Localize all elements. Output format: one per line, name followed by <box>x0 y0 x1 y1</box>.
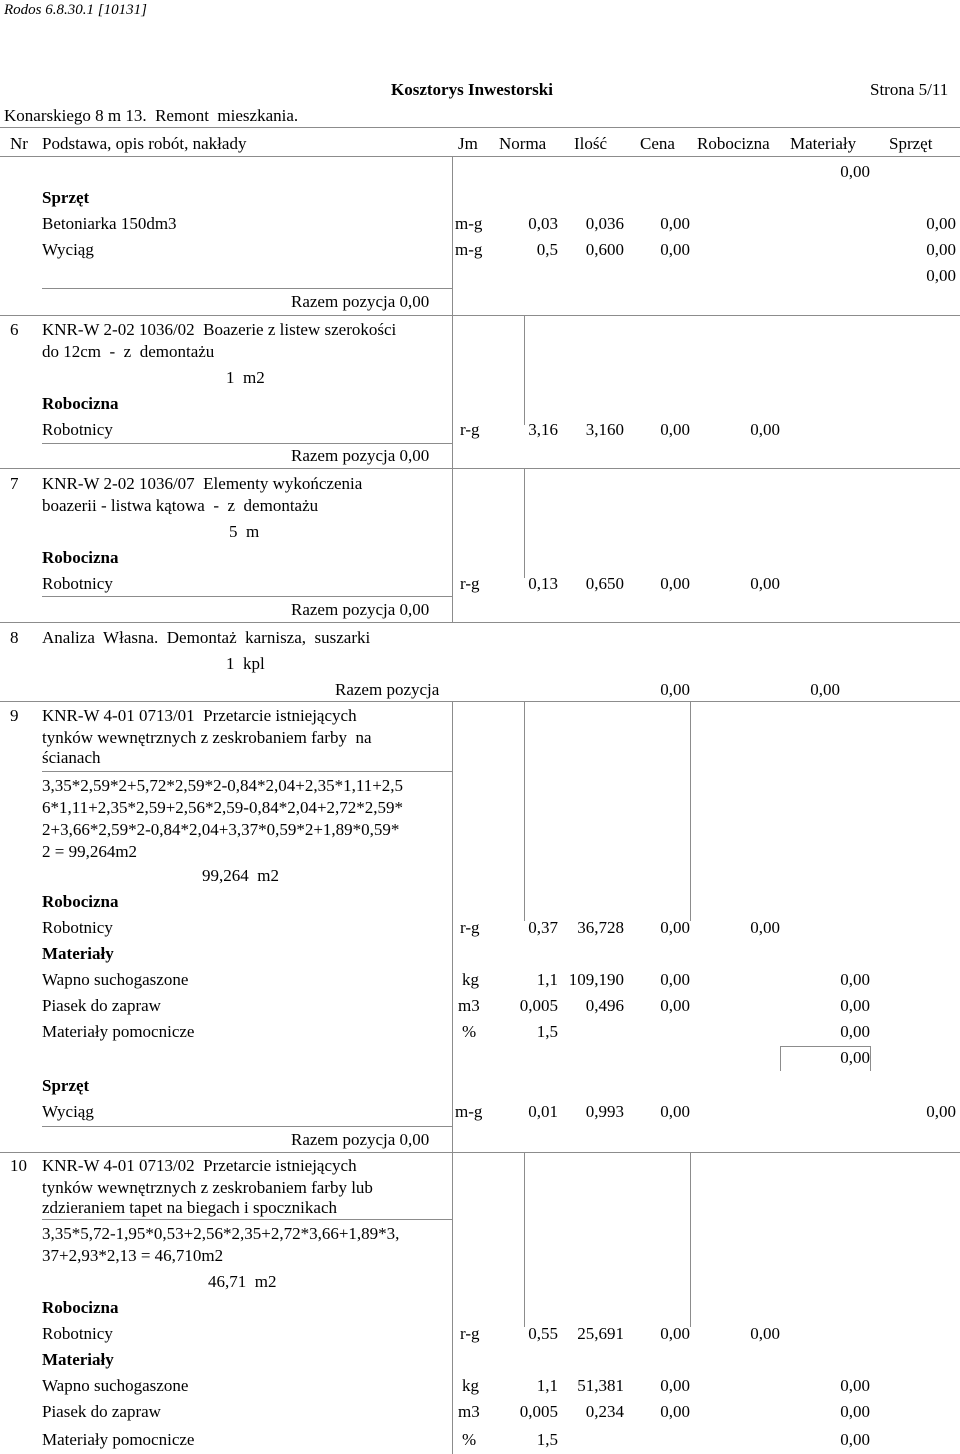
resource-name: Robotnicy <box>42 574 113 593</box>
column-header-robocizna: Robocizna <box>697 134 770 153</box>
quantity-value: 0,600 <box>585 240 624 259</box>
norm-value: 0,37 <box>528 918 558 937</box>
unit-value: r-g <box>460 1324 480 1343</box>
column-header-jm: Jm <box>458 134 478 153</box>
column-header-nr: Nr <box>10 134 28 153</box>
resource-name: Robotnicy <box>42 1324 113 1343</box>
table-rule <box>42 443 452 444</box>
unit-value: m3 <box>458 996 480 1015</box>
resource-name: Wyciąg <box>42 1102 94 1121</box>
column-header-materialy: Materiały <box>790 134 857 153</box>
table-rule <box>0 315 960 316</box>
resource-name: Materiały pomocnicze <box>42 1022 195 1041</box>
table-column-rule <box>870 1046 871 1071</box>
column-header-sprzet: Sprzęt <box>889 134 933 153</box>
price-value: 0,00 <box>660 680 690 699</box>
position-measure: 1 m2 <box>226 368 265 387</box>
quantity-calculation: 6*1,11+2,35*2,59+2,56*2,59-0,84*2,04+2,72*2,59* <box>42 798 404 817</box>
table-rule <box>42 771 452 772</box>
materials-cost-value: 0,00 <box>840 970 870 989</box>
table-rule <box>0 156 960 157</box>
equipment-cost-value: 0,00 <box>926 1102 956 1121</box>
unit-value: r-g <box>460 918 480 937</box>
position-number: 9 <box>10 706 19 725</box>
quantity-calculation: 3,35*5,72-1,95*0,53+2,56*2,35+2,72*3,66+1,89*3, <box>42 1224 400 1243</box>
quantity-calculation: 2+3,66*2,59*2-0,84*2,04+3,37*0,59*2+1,89*0,59* <box>42 820 400 839</box>
norm-value: 0,55 <box>528 1324 558 1343</box>
section-heading: Sprzęt <box>42 1076 90 1095</box>
position-description: tynków wewnętrznych z zeskrobaniem farby lub <box>42 1178 373 1197</box>
position-measure: 46,71 m2 <box>208 1272 277 1291</box>
unit-value: r-g <box>460 574 480 593</box>
materials-cost-value: 0,00 <box>840 1048 870 1067</box>
position-total: Razem pozycja 0,00 <box>291 600 430 619</box>
equipment-cost-value: 0,00 <box>926 240 956 259</box>
column-header-ilosc: Ilość <box>574 134 608 153</box>
unit-value: m-g <box>455 214 483 233</box>
position-total: Razem pozycja 0,00 <box>291 446 430 465</box>
table-column-rule <box>452 701 453 1152</box>
quantity-value: 51,381 <box>577 1376 624 1395</box>
materials-cost-value: 0,00 <box>840 1430 870 1449</box>
unit-value: % <box>462 1022 477 1041</box>
table-column-rule <box>524 701 525 921</box>
quantity-value: 0,650 <box>585 574 624 593</box>
norm-value: 1,1 <box>536 1376 558 1395</box>
materials-cost-value: 0,00 <box>840 1402 870 1421</box>
table-rule <box>0 1152 960 1153</box>
norm-value: 0,13 <box>528 574 558 593</box>
position-description: zdzieraniem tapet na biegach i spocznikach <box>42 1198 337 1217</box>
position-number: 7 <box>10 474 19 493</box>
quantity-value: 0,234 <box>585 1402 624 1421</box>
section-heading: Robocizna <box>42 892 119 911</box>
position-measure: 99,264 m2 <box>202 866 279 885</box>
table-column-rule <box>690 1152 691 1327</box>
document-subtitle: Konarskiego 8 m 13. Remont mieszkania. <box>4 106 299 125</box>
unit-value: m-g <box>455 1102 483 1121</box>
table-column-rule <box>524 1152 525 1327</box>
unit-value: % <box>462 1430 477 1449</box>
position-description: ścianach <box>42 748 101 767</box>
equipment-cost-value: 0,00 <box>926 214 956 233</box>
column-header-cena: Cena <box>640 134 675 153</box>
norm-value: 1,5 <box>536 1430 558 1449</box>
position-description: KNR-W 4-01 0713/02 Przetarcie istniejących <box>42 1156 357 1175</box>
position-number: 10 <box>10 1156 27 1175</box>
position-description: KNR-W 4-01 0713/01 Przetarcie istniejących <box>42 706 357 725</box>
quantity-value: 0,993 <box>585 1102 624 1121</box>
norm-value: 0,005 <box>519 996 558 1015</box>
unit-value: m-g <box>455 240 483 259</box>
resource-name: Robotnicy <box>42 420 113 439</box>
labor-cost-value: 0,00 <box>750 918 780 937</box>
table-column-rule <box>452 468 453 622</box>
position-description: tynków wewnętrznych z zeskrobaniem farby na <box>42 728 372 747</box>
unit-value: m3 <box>458 1402 480 1421</box>
position-total: Razem pozycja 0,00 <box>291 1130 430 1149</box>
app-version-label: Rodos 6.8.30.1 [10131] <box>4 2 147 18</box>
table-column-rule <box>690 701 691 921</box>
table-rule <box>42 288 452 289</box>
position-measure: 5 m <box>229 522 260 541</box>
quantity-value: 36,728 <box>577 918 624 937</box>
price-value: 0,00 <box>660 1102 690 1121</box>
quantity-value: 0,496 <box>585 996 624 1015</box>
norm-value: 1,5 <box>536 1022 558 1041</box>
position-number: 8 <box>10 628 19 647</box>
price-value: 0,00 <box>660 1324 690 1343</box>
price-value: 0,00 <box>660 1402 690 1421</box>
labor-cost-value: 0,00 <box>750 574 780 593</box>
quantity-calculation: 3,35*2,59*2+5,72*2,59*2-0,84*2,04+2,35*1,11+2,5 <box>42 776 404 795</box>
table-rule <box>780 1046 870 1047</box>
table-column-rule <box>452 156 453 316</box>
resource-name: Piasek do zapraw <box>42 1402 161 1421</box>
table-column-rule <box>452 1152 453 1454</box>
quantity-value: 25,691 <box>577 1324 624 1343</box>
table-rule <box>0 701 960 702</box>
price-value: 0,00 <box>660 1376 690 1395</box>
quantity-calculation: 37+2,93*2,13 = 46,710m2 <box>42 1246 224 1265</box>
position-measure: 1 kpl <box>226 654 265 673</box>
document-title: Kosztorys Inwestorski <box>391 80 553 99</box>
price-value: 0,00 <box>660 918 690 937</box>
table-rule <box>42 1126 452 1127</box>
price-value: 0,00 <box>660 996 690 1015</box>
position-total: Razem pozycja 0,00 <box>291 292 430 311</box>
materials-cost-value: 0,00 <box>840 1022 870 1041</box>
table-column-rule <box>524 315 525 425</box>
table-column-rule <box>452 315 453 468</box>
price-value: 0,00 <box>660 574 690 593</box>
unit-value: r-g <box>460 420 480 439</box>
section-heading: Robocizna <box>42 1298 119 1317</box>
resource-name: Betoniarka 150dm3 <box>42 214 177 233</box>
position-description: Analiza Własna. Demontaż karnisza, suszarki <box>42 628 371 647</box>
resource-name: Wapno suchogaszone <box>42 1376 189 1395</box>
table-column-rule <box>780 1046 781 1071</box>
position-description: KNR-W 2-02 1036/02 Boazerie z listew szerokości <box>42 320 397 339</box>
resource-name: Materiały pomocnicze <box>42 1430 195 1449</box>
resource-name: Piasek do zapraw <box>42 996 161 1015</box>
quantity-value: 109,190 <box>568 970 624 989</box>
position-number: 6 <box>10 320 19 339</box>
page-number: Strona 5/11 <box>870 80 949 99</box>
materials-cost-value: 0,00 <box>840 162 870 181</box>
labor-cost-value: 0,00 <box>750 420 780 439</box>
position-total-value: 0,00 <box>810 680 840 699</box>
section-heading: Robocizna <box>42 548 119 567</box>
position-description: boazerii - listwa kątowa - z demontażu <box>42 496 319 515</box>
section-heading: Robocizna <box>42 394 119 413</box>
section-heading: Sprzęt <box>42 188 90 207</box>
unit-value: kg <box>462 970 479 989</box>
resource-name: Robotnicy <box>42 918 113 937</box>
materials-cost-value: 0,00 <box>840 1376 870 1395</box>
table-rule <box>0 622 960 623</box>
position-description: do 12cm - z demontażu <box>42 342 215 361</box>
table-rule <box>0 468 960 469</box>
price-value: 0,00 <box>660 420 690 439</box>
norm-value: 1,1 <box>536 970 558 989</box>
norm-value: 0,03 <box>528 214 558 233</box>
price-value: 0,00 <box>660 214 690 233</box>
column-header-description: Podstawa, opis robót, nakłady <box>42 134 247 153</box>
position-total-label: Razem pozycja <box>335 680 440 699</box>
position-description: KNR-W 2-02 1036/07 Elementy wykończenia <box>42 474 363 493</box>
section-heading: Materiały <box>42 944 114 963</box>
table-column-rule <box>524 468 525 578</box>
resource-name: Wyciąg <box>42 240 94 259</box>
labor-cost-value: 0,00 <box>750 1324 780 1343</box>
norm-value: 0,005 <box>519 1402 558 1421</box>
norm-value: 0,01 <box>528 1102 558 1121</box>
column-header-norma: Norma <box>499 134 547 153</box>
equipment-cost-value: 0,00 <box>926 266 956 285</box>
section-heading: Materiały <box>42 1350 114 1369</box>
price-value: 0,00 <box>660 240 690 259</box>
table-rule <box>42 596 452 597</box>
quantity-value: 0,036 <box>585 214 624 233</box>
quantity-calculation: 2 = 99,264m2 <box>42 842 138 861</box>
table-rule <box>0 127 960 128</box>
table-rule <box>42 1219 452 1220</box>
price-value: 0,00 <box>660 970 690 989</box>
materials-cost-value: 0,00 <box>840 996 870 1015</box>
unit-value: kg <box>462 1376 479 1395</box>
norm-value: 0,5 <box>536 240 558 259</box>
resource-name: Wapno suchogaszone <box>42 970 189 989</box>
quantity-value: 3,160 <box>585 420 624 439</box>
norm-value: 3,16 <box>528 420 558 439</box>
